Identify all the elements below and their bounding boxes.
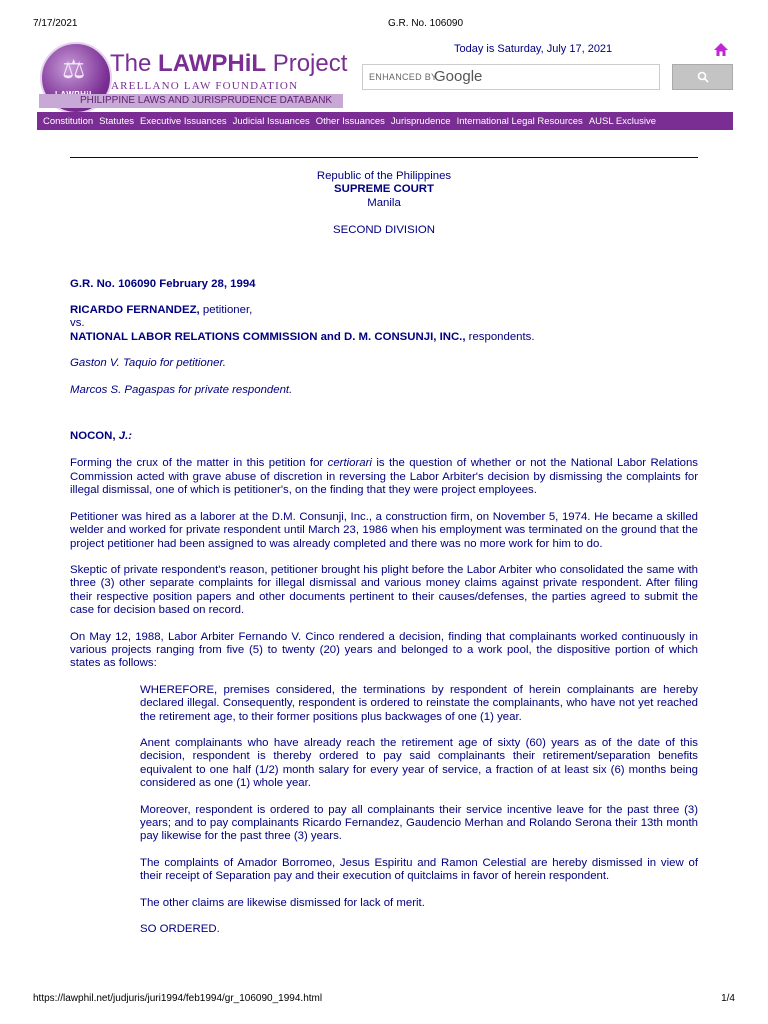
nav-jurisprudence[interactable]: Jurisprudence	[390, 115, 451, 127]
versus: vs.	[70, 317, 85, 330]
petitioner-name: RICARDO FERNANDEZ,	[70, 304, 200, 317]
databank-label: PHILIPPINE LAWS AND JURISPRUDENCE DATABANK	[39, 94, 343, 108]
main-nav	[37, 112, 733, 130]
quote-6: SO ORDERED.	[140, 923, 220, 936]
republic: Republic of the Philippines	[316, 170, 452, 182]
search-button[interactable]	[672, 64, 733, 90]
paragraph-2: Petitioner was hired as a laborer at the D.M. Consunji, Inc., a construction firm, on November 5, 1974. He became a skilled welder and worked for private respondent until March 23, 1986 when his employment was terminated on the ground that the project petitioner had been assigned to was already completed and there was no more work for him to do.	[70, 510, 698, 550]
site-subtitle: ARELLANO LAW FOUNDATION	[111, 80, 299, 92]
nav-other-issuances[interactable]: Other Issuances	[315, 115, 385, 127]
title-brand: LAWPHiL	[158, 50, 267, 77]
print-url: https://lawphil.net/judjuris/juri1994/feb1994/gr_106090_1994.html	[33, 993, 323, 1004]
p1-a: Forming the crux of the matter in this petition for	[70, 457, 328, 470]
petitioner-line	[70, 304, 698, 317]
quote-4: The complaints of Amador Borromeo, Jesus Espiritu and Ramon Celestial are hereby dismissed in view of their receipt of Separation pay and their execution of quitclaims in favor of herein respondent.	[140, 856, 698, 883]
search-input[interactable]	[362, 64, 660, 90]
paragraph-4: On May 12, 1988, Labor Arbiter Fernando V. Cinco rendered a decision, finding that complainants worked continuously in various projects ranging from five (5) to twenty (20) years and belonged to a work pool, the dispositive portion of which states as follows:	[70, 630, 698, 670]
google-logo: Google	[434, 68, 483, 85]
site-title[interactable]	[110, 50, 347, 78]
decision-body	[70, 170, 698, 936]
print-page-number: 1/4	[721, 993, 735, 1004]
quote-2: Anent complainants who have already reach the retirement age of sixty (60) years as of the date of this decision, respondent is thereby ordered to pay said complainants their retirement/separation benefits equivalent to one half (1/2) month salary for every year of service, a fraction of at least six (6) months being considered as one (1) whole year.	[140, 736, 698, 790]
title-prefix: The	[110, 50, 159, 77]
quote-5: The other claims are likewise dismissed for lack of merit.	[140, 896, 425, 909]
paragraph-1	[70, 457, 698, 497]
respondent-role: respondents.	[465, 330, 535, 343]
quote-3: Moreover, respondent is ordered to pay all complainants their service incentive leave for the past three (3) years; and to pay complainants Ricardo Fernandez, Gaudencio Merhan and Rolando Serona their 13th month pay likewise for the past three (3) years.	[140, 803, 698, 843]
home-icon[interactable]	[713, 42, 729, 58]
search-enhanced-label: ENHANCED BY	[369, 72, 438, 82]
title-suffix: Project	[266, 50, 348, 77]
court-city: Manila	[367, 196, 401, 209]
ponente-suffix: J.:	[115, 430, 133, 443]
print-date: 7/17/2021	[33, 18, 78, 29]
p1-certiorari: certiorari	[327, 457, 372, 470]
respondent-line	[70, 331, 698, 344]
print-doc-title: G.R. No. 106090	[388, 18, 464, 29]
search-icon	[697, 71, 709, 83]
nav-constitution[interactable]: Constitution	[43, 115, 94, 127]
p1-c: is the question of whether or not the National Labor Relations Commission acted with grave abuse of discretion in reversing the Labor Arbiter's decision by dismissing the complaints for illegal dismissal, one of which is petitioner's, on the finding that they were project employees.	[70, 457, 698, 497]
nav-judicial-issuances[interactable]: Judicial Issuances	[232, 115, 310, 127]
petitioner-role: petitioner,	[199, 304, 253, 317]
ponente-name: NOCON,	[70, 430, 116, 443]
respondent-name: NATIONAL LABOR RELATIONS COMMISSION and D. M. CONSUNJI, INC.,	[70, 330, 466, 343]
counsel-respondent: Marcos S. Pagaspas for private respondent.	[70, 383, 293, 396]
nav-ausl-exclusive[interactable]: AUSL Exclusive	[588, 115, 657, 127]
today-date: Today is Saturday, July 17, 2021	[454, 43, 613, 55]
divider	[70, 157, 698, 158]
quote-1: WHEREFORE, premises considered, the terminations by respondent of herein complainants are hereby declared illegal. Consequently, respondent is ordered to reinstate the complainants, who have not yet reached the retirement age, to their former positions plus backwages of one (1) year.	[140, 683, 698, 723]
court-name: SUPREME COURT	[334, 183, 434, 196]
nav-executive-issuances[interactable]: Executive Issuances	[140, 115, 227, 127]
scales-of-justice-icon: ⚖	[62, 54, 86, 84]
ponente	[70, 430, 698, 443]
nav-international-legal-resources[interactable]: International Legal Resources	[456, 115, 583, 127]
case-number: G.R. No. 106090 February 28, 1994	[70, 277, 256, 290]
counsel-petitioner: Gaston V. Taquio for petitioner.	[70, 357, 226, 370]
division: SECOND DIVISION	[333, 224, 435, 237]
paragraph-3: Skeptic of private respondent's reason, petitioner brought his plight before the Labor Arbiter who consolidated the same with three (3) other separate complaints for illegal dismissal and various money claims against private respondent. After filing their respective position papers and other documents pertinent to their causes/defenses, the parties agreed to submit the case for decision based on record.	[70, 563, 698, 617]
nav-statutes[interactable]: Statutes	[99, 115, 135, 127]
